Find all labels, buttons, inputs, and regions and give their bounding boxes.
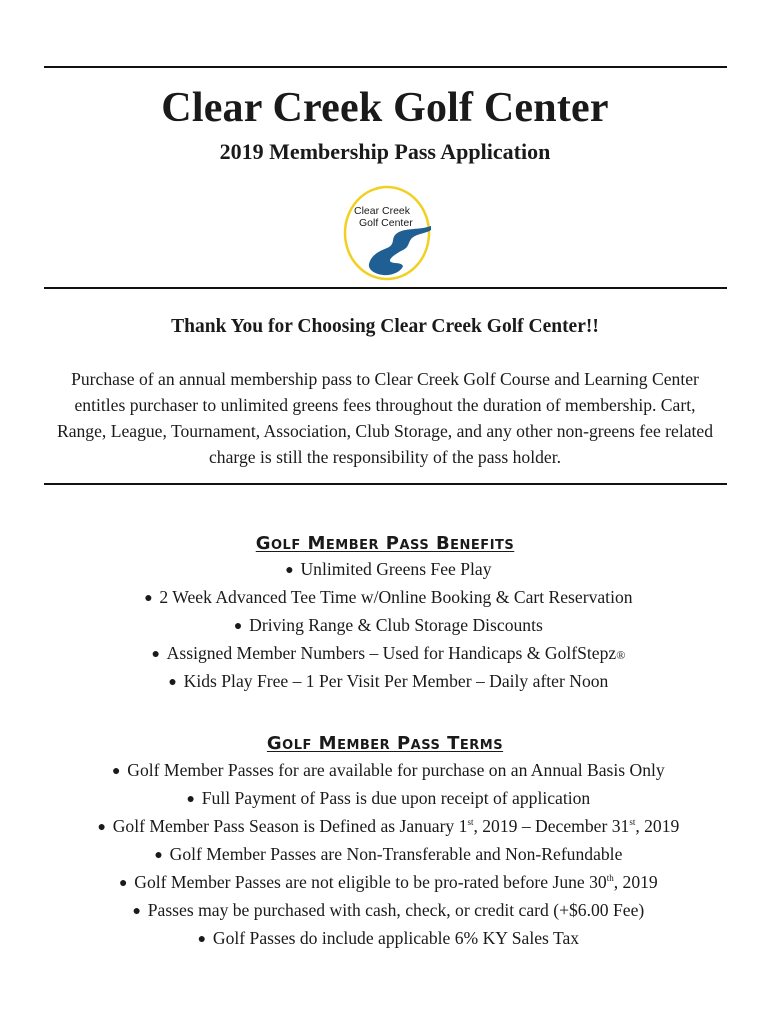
list-item: ● Full Payment of Pass is due upon receipt of application — [0, 785, 770, 813]
bullet-icon: ● — [97, 820, 106, 835]
logo-text-line1: Clear Creek — [354, 205, 411, 217]
list-item: ● Kids Play Free – 1 Per Visit Per Member – Daily after Noon — [0, 668, 770, 696]
list-item: ● 2 Week Advanced Tee Time w/Online Booking & Cart Reservation — [0, 584, 770, 612]
list-item: ● Driving Range & Club Storage Discounts — [0, 612, 770, 640]
terms-heading: Golf Member Pass Terms — [266, 733, 504, 754]
bullet-icon: ● — [151, 647, 160, 662]
benefits-list — [0, 556, 770, 696]
bullet-icon: ● — [132, 904, 141, 919]
list-item: ● Golf Member Passes for are available for purchase on an Annual Basis Only — [0, 757, 770, 785]
bullet-icon: ● — [285, 563, 294, 578]
thank-you-heading: Thank You for Choosing Clear Creek Golf Center!! — [171, 316, 599, 337]
list-item: ● Golf Member Passes are Non-Transferable and Non-Refundable — [0, 841, 770, 869]
list-item: ● Assigned Member Numbers – Used for Handicaps & GolfStepz® — [0, 640, 770, 668]
page-title: Clear Creek Golf Center — [161, 85, 609, 131]
top-rule — [44, 66, 727, 68]
bullet-icon: ● — [186, 792, 195, 807]
list-item: ● Passes may be purchased with cash, check, or credit card (+$6.00 Fee) — [0, 897, 770, 925]
list-item: ● Golf Member Pass Season is Defined as January 1st, 2019 – December 31st, 2019 — [0, 813, 770, 841]
bullet-icon: ● — [197, 932, 207, 947]
registered-mark: ® — [616, 648, 626, 662]
intro-bottom-rule — [44, 483, 727, 485]
list-item: ● Golf Member Passes are not eligible to be pro-rated before June 30th, 2019 — [0, 869, 770, 897]
bullet-icon: ● — [119, 876, 128, 891]
bullet-icon: ● — [154, 848, 163, 863]
intro-paragraph: Purchase of an annual membership pass to Clear Creek Golf Course and Learning Center entitles purchaser to unlimited greens fees throughout the duration of membership. Cart, Range, League, Tournament, Association, Club Storage, and any other non-greens fee related charge is still the responsibility of the pass holder. — [56, 369, 714, 467]
bullet-icon: ● — [168, 675, 177, 690]
benefits-heading: Golf Member Pass Benefits — [255, 533, 515, 554]
bullet-icon: ● — [112, 764, 121, 779]
terms-list — [0, 757, 770, 953]
logo-text-line2: Golf Center — [359, 217, 413, 229]
logo-bottom-rule — [44, 287, 727, 289]
bullet-icon: ● — [233, 619, 243, 634]
page-subtitle: 2019 Membership Pass Application — [219, 139, 551, 164]
list-item: ● Unlimited Greens Fee Play — [0, 556, 770, 584]
list-item: ● Golf Passes do include applicable 6% KY Sales Tax — [0, 925, 770, 953]
bullet-icon: ● — [144, 591, 153, 606]
clear-creek-logo — [341, 184, 433, 282]
